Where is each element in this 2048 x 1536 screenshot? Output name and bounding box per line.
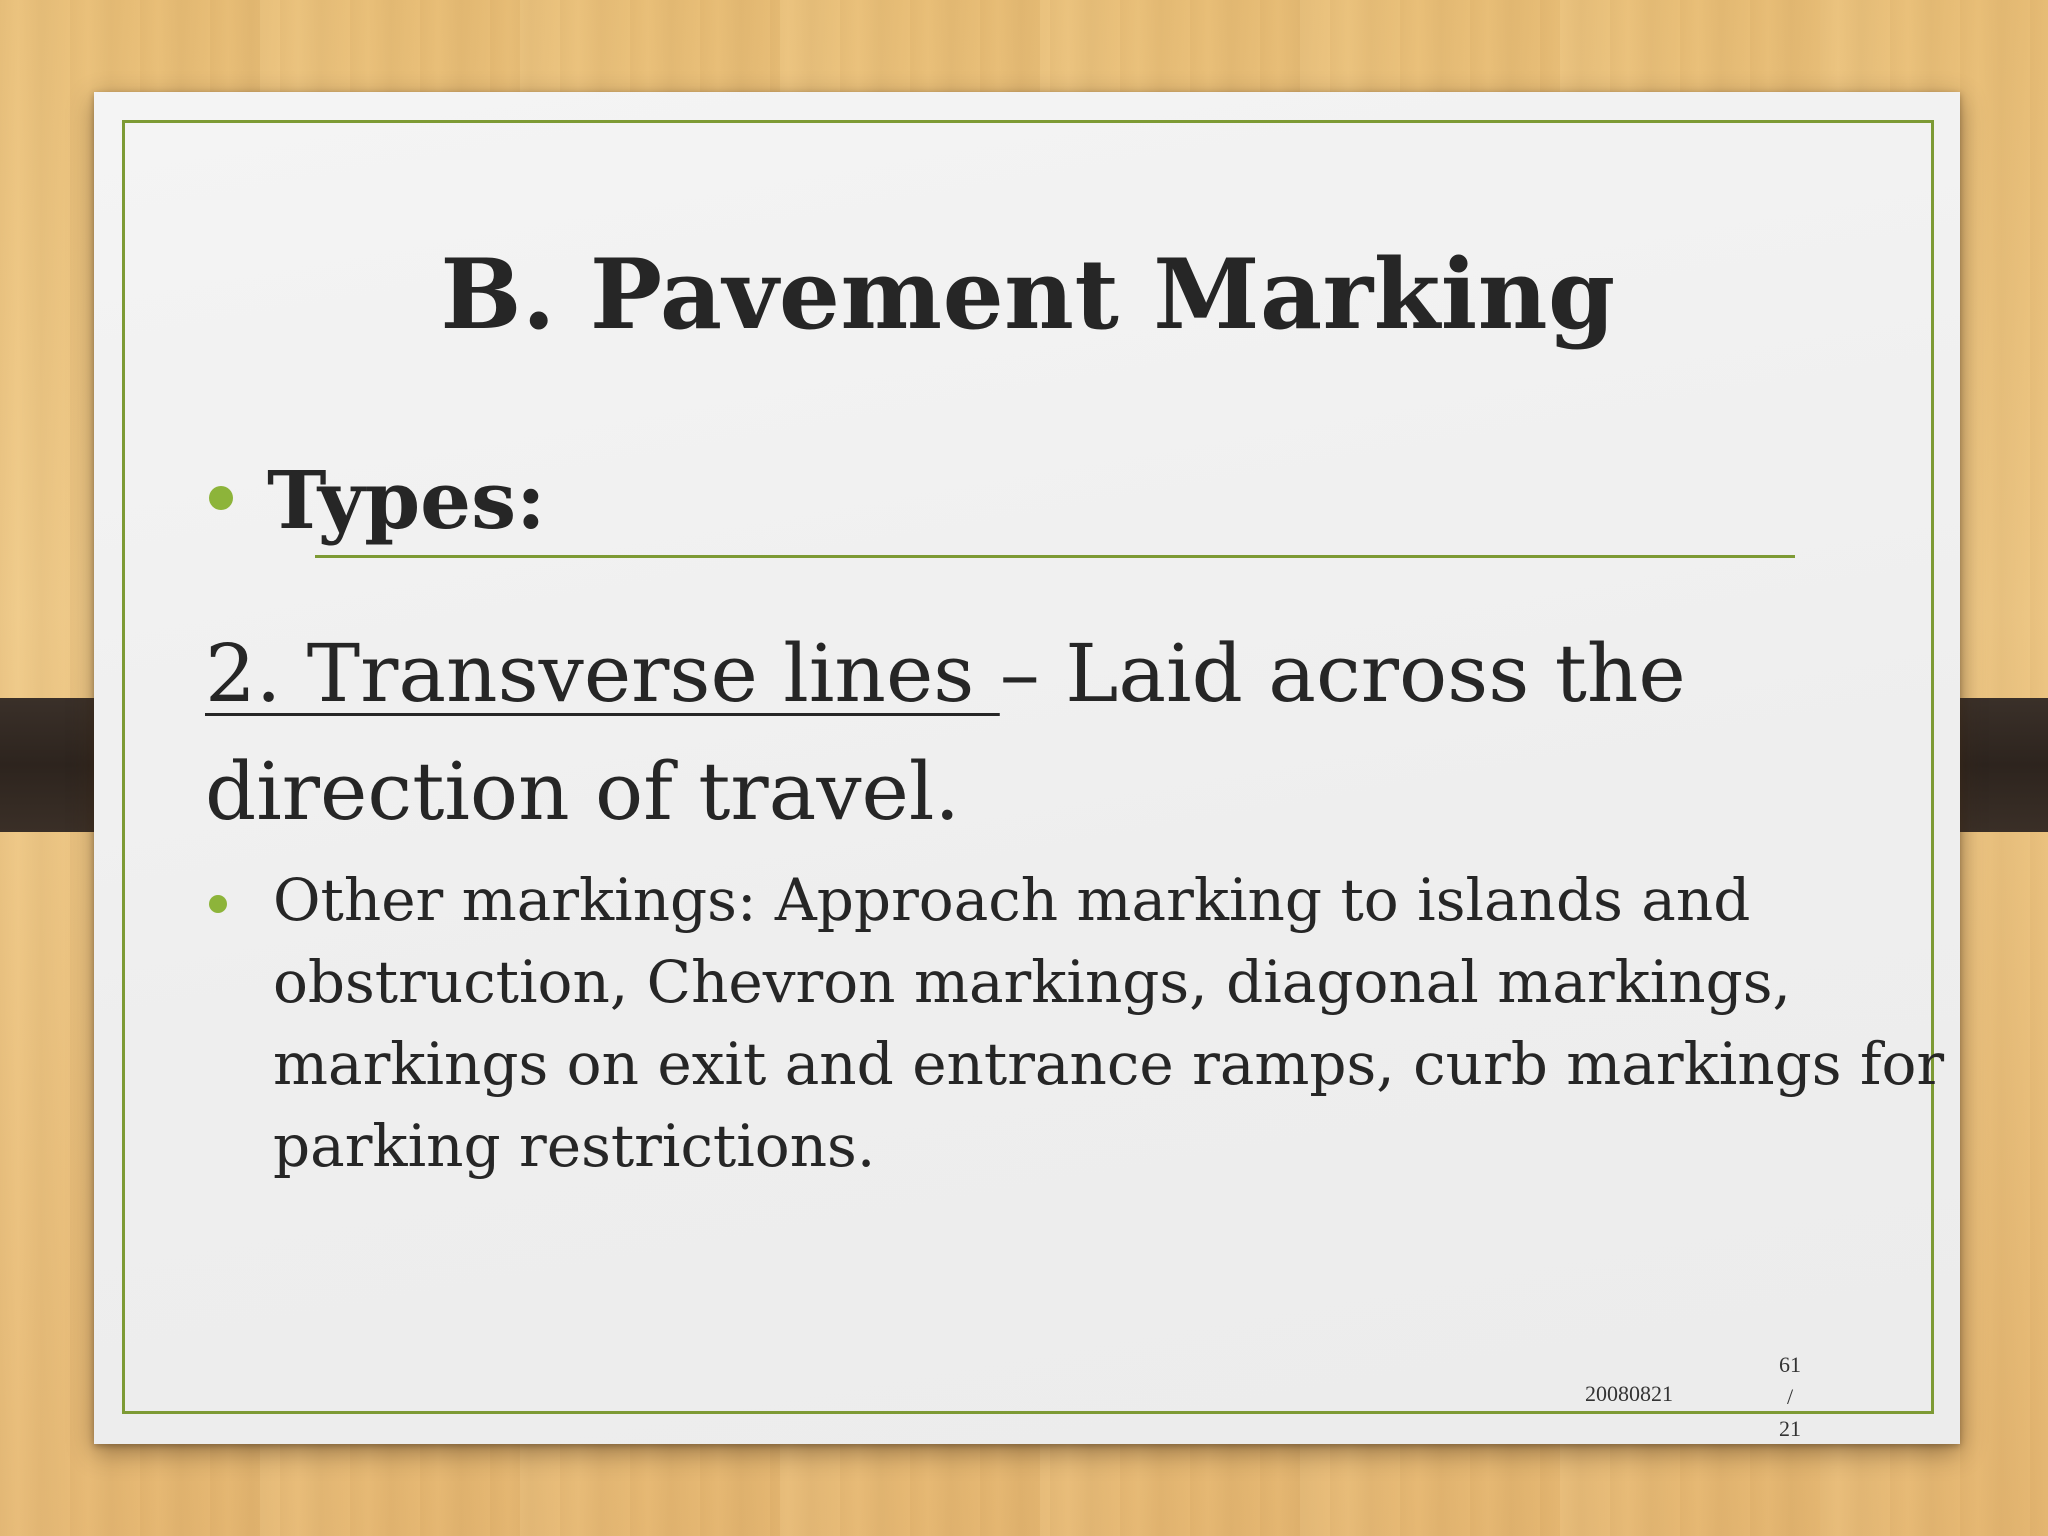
- bullet-dot-icon: [209, 895, 227, 913]
- page-separator: /: [1786, 1384, 1794, 1409]
- page-number: [1765, 1349, 1815, 1445]
- transverse-term: 2. Transverse lines: [205, 627, 1000, 720]
- page-total: 21: [1779, 1416, 1801, 1441]
- other-markings-text: Other markings: Approach marking to islands and obstruction, Chevron markings, diagonal markings, markings on exit and entrance ramps, curb markings for parking restrictions.: [273, 866, 1945, 1180]
- title-divider: [315, 555, 1795, 558]
- slide-frame: [122, 120, 1945, 1441]
- types-bullet: [209, 453, 546, 547]
- slide-card: [94, 92, 1960, 1444]
- footer-date: 20080821: [1585, 1381, 1673, 1406]
- bullet-dot-icon: [209, 486, 233, 510]
- slide-title: B. Pavement Marking: [440, 238, 1616, 351]
- transverse-paragraph: [205, 615, 1965, 851]
- page-current: 61: [1779, 1352, 1801, 1377]
- transverse-description: – Laid across the direction of travel.: [205, 627, 1686, 838]
- other-markings-bullet: [209, 859, 1949, 1187]
- types-label: Types:: [267, 453, 546, 547]
